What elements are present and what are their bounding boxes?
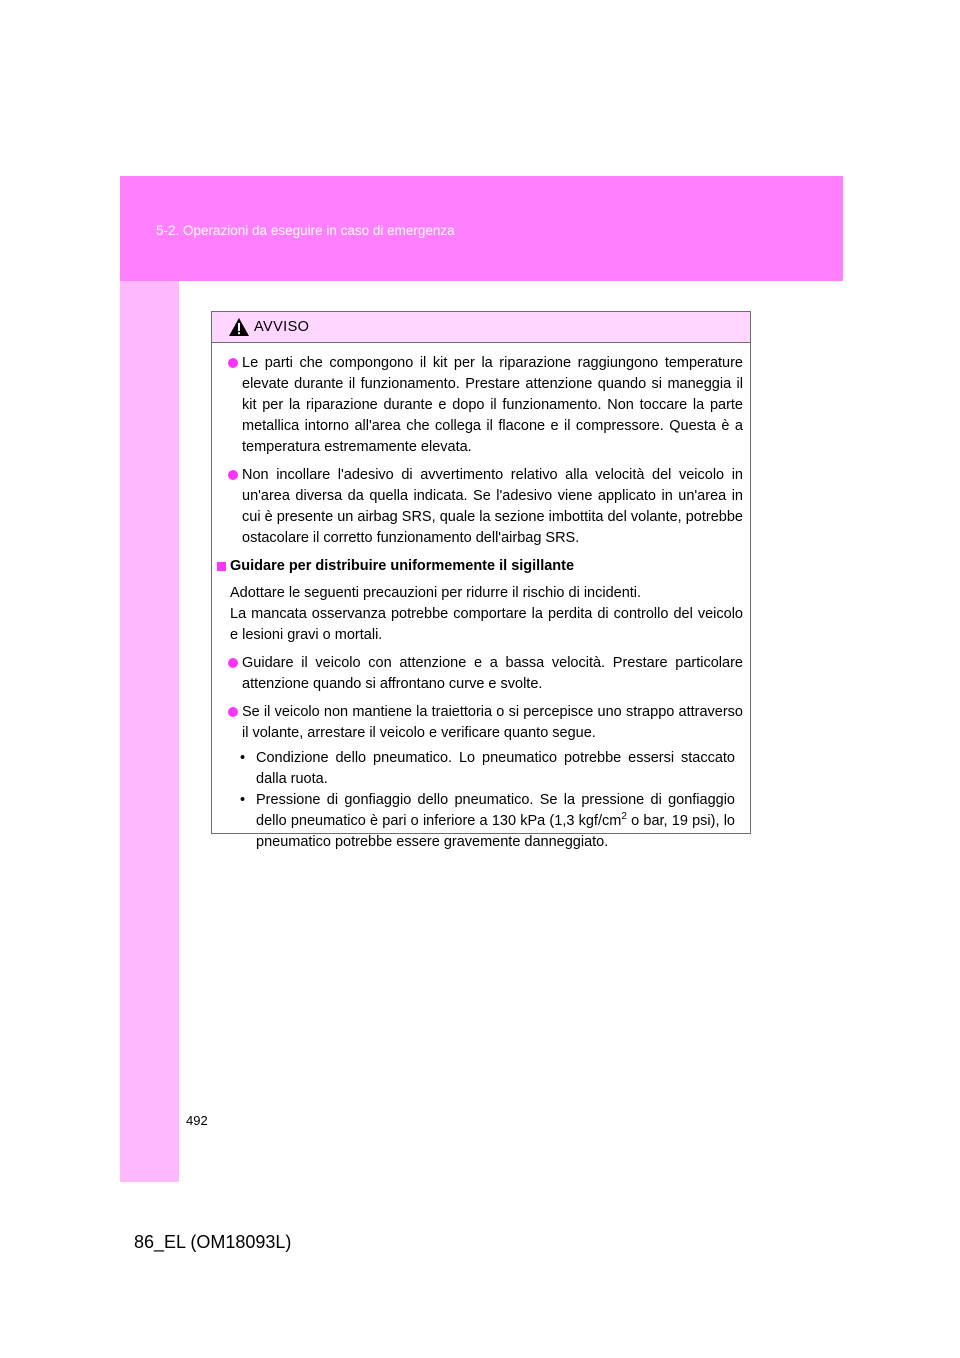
- warning-body: [212, 343, 750, 853]
- bullet-dot-icon: [228, 658, 238, 668]
- footer-code: 86_EL (OM18093L): [134, 1232, 292, 1252]
- sub-item-text-cont: o bar, 19 psi), lo pneumatico potrebbe essere gravemente danneggiato.: [256, 813, 735, 850]
- sub-item-marker: •: [240, 750, 246, 766]
- superscript: 2: [621, 811, 627, 823]
- bullet-text: Non incollare l'adesivo di avvertimento relativo alla velocità del veicolo in un'area diversa da quella indicata. Se l'adesivo viene applicato in un'area in cui è presente un airbag SRS, quale la sezione imbottita del volante, potrebbe ostacolare il corretto funzionamento dell'airbag SRS.: [242, 467, 743, 546]
- warning-title: AVVISO: [254, 319, 310, 335]
- section-header-band: [120, 176, 843, 281]
- chapter-sidebar: [120, 281, 179, 1182]
- warning-bullet: [230, 465, 743, 549]
- sub-item-text: Pressione di gonfiaggio dello pneumatico. Se la pressione di gonfiaggio dello pneumatico è pari o inferiore a 130 kPa (1,3 kgf/cm: [256, 792, 735, 829]
- sub-heading: [217, 556, 743, 577]
- sub-list-item: [238, 790, 735, 853]
- sub-list-item: [238, 748, 735, 790]
- bullet-dot-icon: [228, 358, 238, 368]
- warning-bullet: [230, 353, 743, 458]
- sub-heading-text: Guidare per distribuire uniformemente il sigillante: [230, 558, 575, 574]
- page-number: 492: [186, 1113, 208, 1128]
- warning-box: [211, 311, 751, 850]
- warning-header: [212, 312, 750, 343]
- bullet-dot-icon: [228, 707, 238, 717]
- paragraph-line: La mancata osservanza potrebbe comportare la perdita di controllo del veicolo e lesioni gravi o mortali.: [230, 606, 743, 643]
- paragraph-line: Adottare le seguenti precauzioni per ridurre il rischio di incidenti.: [230, 585, 642, 601]
- paragraph: [230, 583, 743, 646]
- sub-list: [238, 748, 735, 853]
- warning-bullet: [230, 702, 743, 744]
- square-bullet-icon: [217, 562, 226, 571]
- sub-item-text: Condizione dello pneumatico. Lo pneumatico potrebbe essersi staccato dalla ruota.: [256, 750, 735, 787]
- section-title: 5-2. Operazioni da eseguire in caso di emergenza: [156, 223, 455, 238]
- warning-bullet: [230, 653, 743, 695]
- bullet-dot-icon: [228, 470, 238, 480]
- bullet-text: Guidare il veicolo con attenzione e a bassa velocità. Prestare particolare attenzione quando si affrontano curve e svolte.: [242, 655, 743, 692]
- warning-triangle-icon: [228, 317, 250, 337]
- sub-item-marker: •: [240, 792, 246, 808]
- bullet-text: Se il veicolo non mantiene la traiettoria o si percepisce uno strappo attraverso il volante, arrestare il veicolo e verificare quanto segue.: [242, 704, 743, 741]
- bullet-text: Le parti che compongono il kit per la riparazione raggiungono temperature elevate durante il funzionamento. Prestare attenzione quando si maneggia il kit per la riparazione durante e dopo il funzionamento. Non toccare la parte metallica intorno all'area che collega il flacone e il compressore. Questa è a temperatura estremamente elevata.: [242, 355, 743, 455]
